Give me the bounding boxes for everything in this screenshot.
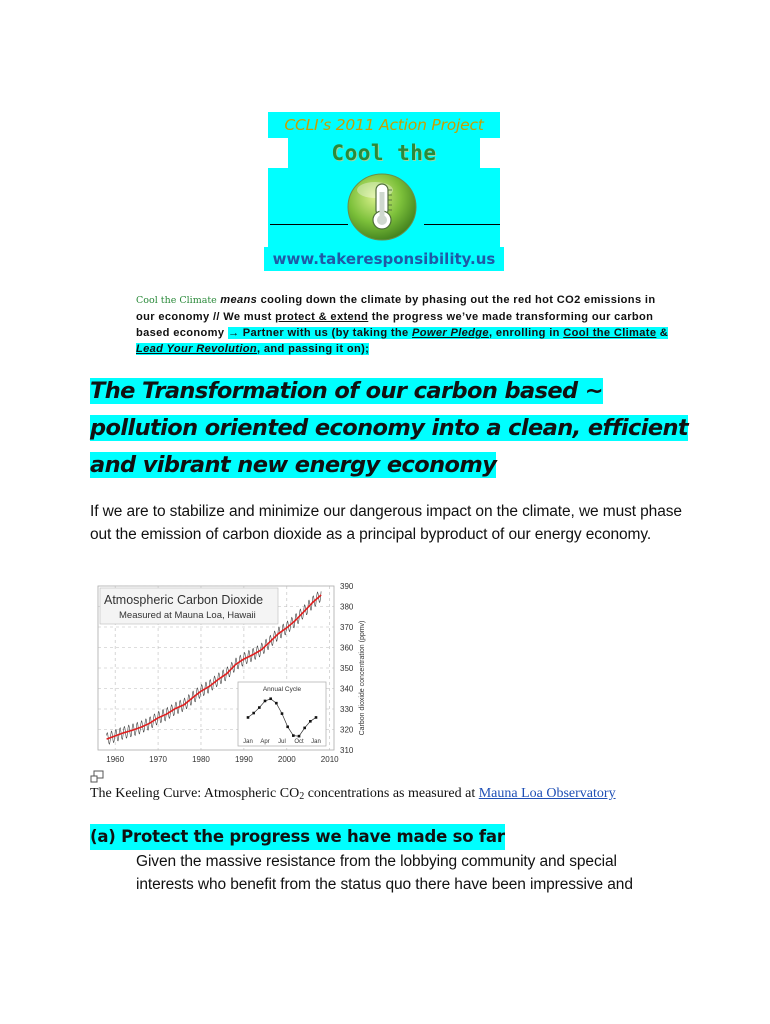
signature-line-right	[424, 224, 500, 225]
inset-point	[298, 735, 301, 738]
y-tick-label: 360	[340, 643, 354, 653]
chart-subtitle: Measured at Mauna Loa, Hawaii	[119, 610, 256, 621]
x-tick-label: 2010	[320, 755, 339, 764]
x-tick-label: 1960	[106, 755, 125, 764]
y-tick-label: 340	[340, 684, 354, 694]
lead-your-revolution-link[interactable]: Lead Your Revolution	[136, 343, 258, 355]
inset-tick-label: Jul	[278, 739, 286, 745]
signature-line-left	[270, 224, 348, 225]
inset-title: Annual Cycle	[262, 686, 302, 693]
y-tick-label: 350	[340, 664, 354, 673]
keeling-curve-chart	[90, 578, 366, 770]
inset-point	[264, 700, 267, 703]
intro-text: , and passing it on);	[257, 343, 370, 355]
inset-point	[247, 716, 250, 719]
caption-subscript: 2	[299, 791, 305, 802]
main-heading	[90, 373, 690, 484]
chart-title: Atmospheric Carbon Dioxide	[104, 593, 264, 607]
inset-point	[292, 734, 295, 737]
intro-text: cooling down the climate by phasing out the red hot CO2 emissions in our economy // We must	[136, 294, 656, 323]
intro-means: means	[220, 294, 258, 306]
cool-the-climate-link[interactable]: Cool the Climate	[563, 327, 657, 339]
intro-text: , enrolling in	[488, 327, 564, 339]
inset-point	[286, 726, 289, 729]
y-tick-label: 330	[340, 705, 354, 714]
intro-text: &	[656, 327, 669, 339]
y-tick-label: 310	[340, 746, 354, 755]
y-tick-label: 370	[340, 623, 354, 632]
brand-title: Cool the	[288, 138, 480, 168]
y-tick-label: 390	[340, 582, 354, 591]
heading-line: and vibrant new energy economy	[90, 452, 497, 478]
thermometer-logo-icon	[345, 172, 419, 242]
intro-text: Partner with us (by taking the	[239, 327, 412, 339]
website-url[interactable]: www.takeresponsibility.us	[264, 247, 504, 271]
inset-point	[309, 720, 312, 723]
intro-paragraph	[136, 292, 672, 357]
arrow-right-icon: →	[227, 327, 240, 339]
caption-text: concentrations as measured at	[304, 786, 479, 801]
x-tick-label: 1980	[192, 755, 210, 764]
inset-point	[303, 727, 306, 730]
project-title: CCLI’s 2011 Action Project	[268, 112, 500, 138]
inset-tick-label: Jan	[243, 739, 253, 745]
inset-point	[258, 706, 261, 709]
inset-point	[252, 712, 255, 715]
y-tick-label: 380	[340, 602, 354, 612]
heading-line: pollution oriented economy into a clean, efficient	[90, 415, 689, 441]
y-axis-label: Carbon dioxide concentration (ppmv)	[359, 620, 366, 736]
enlarge-image-icon[interactable]	[89, 770, 105, 784]
x-tick-label: 1970	[149, 755, 167, 764]
x-tick-label: 2000	[277, 755, 296, 764]
caption-text: The Keeling Curve: Atmospheric CO	[90, 786, 300, 801]
power-pledge-link[interactable]: Power Pledge	[412, 327, 489, 339]
intro-brand: Cool the Climate	[136, 295, 217, 306]
y-tick-label: 320	[340, 725, 354, 735]
inset-point	[281, 712, 284, 715]
inset-point	[269, 697, 272, 700]
intro-text: the progress we’ve made transforming our carbon based economy	[136, 311, 654, 339]
inset-tick-label: Oct	[294, 739, 304, 745]
section-heading: (a) Protect the progress we have made so far	[90, 824, 505, 850]
chart-caption	[90, 784, 730, 807]
mauna-loa-link[interactable]: Mauna Loa Observatory	[478, 786, 616, 801]
inset-tick-label: Jan	[311, 739, 321, 745]
intro-protect: protect & extend	[275, 311, 369, 323]
heading-line: The Transformation of our carbon based ~	[90, 378, 604, 404]
inset-tick-label: Apr	[260, 739, 270, 745]
section-body: Given the massive resistance from the lobbying community and special interests who benefit from the status quo there have been impressive and	[136, 853, 633, 893]
inset-point	[275, 702, 278, 705]
body-paragraph: If we are to stabilize and minimize our dangerous impact on the climate, we must phase out the emission of carbon dioxide as a principal byproduct of our energy economy.	[90, 503, 682, 543]
x-tick-label: 1990	[234, 755, 253, 764]
inset-point	[315, 716, 318, 719]
